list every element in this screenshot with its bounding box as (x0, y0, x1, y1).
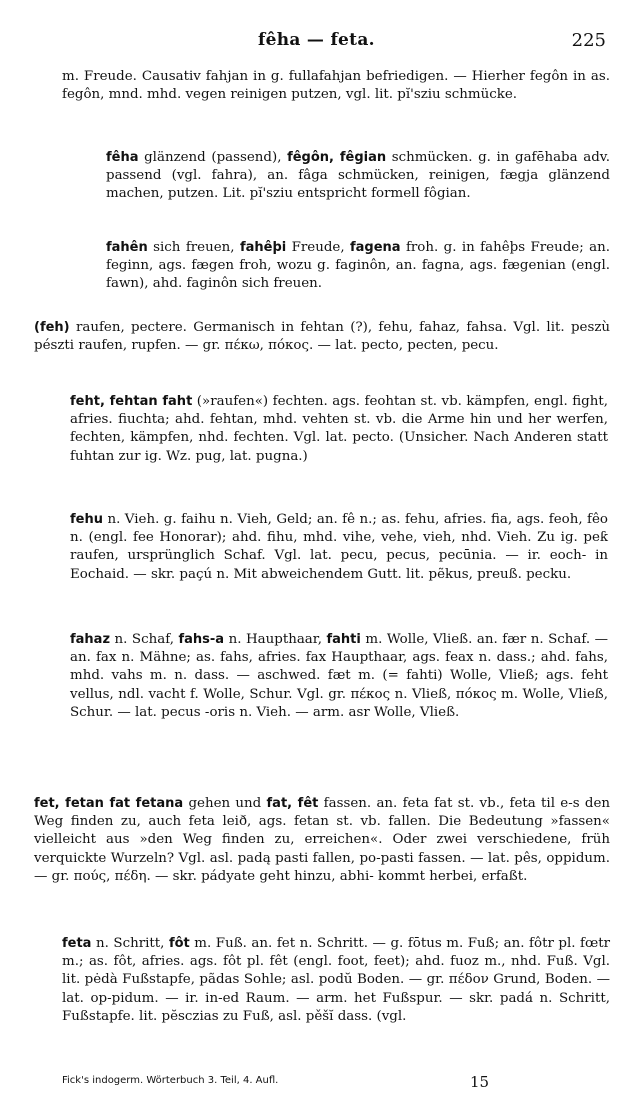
headword: (feh) (34, 320, 70, 335)
headword: fêha (106, 150, 139, 165)
entry-text: fassen. an. feta fat st. vb., feta til e-s den Weg finden zu, auch feta leið, ags. fetan st. vb. fallen. Die Bedeutung »fassen« vielleicht aus »den Weg finden zu, erreichen«. Oder zwei verschiedene, früh verquickte Wurzeln? Vgl. asl. padą pasti fallen, po-pasti fassen. — lat. pês, oppidum. — gr. πούς, πέδη. — skr. pádyate geht hinzu, abhi- kommt herbei, erfaßt. (34, 796, 611, 884)
entry-fahen (106, 239, 610, 313)
entry-feht (70, 393, 608, 505)
running-header (0, 30, 625, 54)
entry-feta (62, 935, 610, 1067)
entry-text: raufen, pectere. Germanisch in fehtan (?), fehu, fahaz, fahsa. Vgl. lit. peszù pészti raufen, rupfen. — gr. πέκω, πόκος. — lat. pecto, pecten, pecu. (34, 320, 610, 354)
page-footer (62, 1073, 582, 1093)
entry-text: sich freuen, (147, 240, 240, 255)
signature-mark: 15 (470, 1073, 490, 1091)
headword: fahaz (70, 632, 111, 647)
headword: fagena (349, 240, 401, 255)
entry-text: schmücken. g. in gafēhaba adv. passend (vgl. fahra), an. fâga schmücken, reinigen, fægja glänzend machen, putzen. Lit. pĭ'sziu entspricht formell fôgian. (106, 150, 610, 202)
entry-text: m. Wolle, Vließ. an. fær n. Schaf. — an. fax n. Mähne; as. fahs, afries. fax Haupthaar, ags. feax n. dass.; ahd. fahs, mhd. vahs m. n. dass. — aschwed. fæt m. (= fahti) Wolle, Vließ; ags. feht vellus, ndl. vacht f. Wolle, Schur. Vgl. gr. πέκος n. Vließ, πόκος m. Wolle, Vließ, Schur. — lat. pecus -oris n. Vieh. — arm. asr Wolle, Vließ. (70, 632, 609, 720)
entry-text: n. Haupthaar, (224, 632, 327, 647)
headword: fahêþi (239, 240, 287, 255)
entry-fahaz (70, 631, 608, 781)
headword: fahs-a (178, 632, 225, 647)
entry-text: m. Freude. Causativ fahjan in g. fullafahjan befriedigen. — Hierher fegôn in as. fegôn, mnd. mhd. vegen reinigen putzen, vgl. lit. pĭ'sziu schmücke. (62, 69, 610, 103)
entry-text: n. Schritt, (91, 936, 169, 951)
entry-fahjan-continuation (62, 68, 610, 124)
headword: fat, fêt (266, 796, 319, 811)
headword: fôt (168, 936, 190, 951)
entry-text: glänzend (passend), (138, 150, 288, 165)
entry-text: m. Fuß. an. fet n. Schritt. — g. fōtus m. Fuß; an. fôtr pl. fœtr m.; as. fôt, afries. ags. fôt pl. fêt (engl. foot, feet); ahd. fuoz m., nhd. Fuß. Vgl. lit. pėdà Fußstapfe, pãdas Sohle; asl. podŭ Boden. — gr. πέδον Grund, Boden. — lat. op-pidum. — ir. in-ed Raum. — arm. het Fußspur. — skr. padá n. Schritt, Fußstapfe. lit. pĕsczias zu Fuß, asl. pěšĭ dass. (vgl. (62, 936, 610, 1024)
entry-text: n. Schaf, (110, 632, 179, 647)
headword: feta (62, 936, 92, 951)
entry-text: n. Vieh. g. faihu n. Vieh, Geld; an. fê n.; as. fehu, afries. fia, ags. feoh, fêo n. (engl. fee Honorar); ahd. fihu, mhd. vihe, vehe, vieh, nhd. Vieh. Zu ig. peƙ raufen, ursprünglich Schaf. Vgl. lat. pecu, pecus, pecūnia. — ir. eoch- in Eochaid. — skr. paçú n. Mit abweichendem Gutt. lit. pẽkus, preuß. pecku. (70, 512, 608, 582)
headword: fêgôn, fêgian (287, 150, 387, 165)
entry-feha (106, 149, 610, 223)
headword: fahên (106, 240, 148, 255)
page-number: 225 (571, 30, 606, 51)
headword: fehu (70, 512, 103, 527)
source-line: Fick's indogerm. Wörterbuch 3. Teil, 4. Aufl. (62, 1075, 279, 1086)
entry-fet (34, 795, 610, 925)
headword: fahti (326, 632, 361, 647)
entry-text: froh. g. in fahêþs Freude; an. feginn, ags. fægen froh, wozu g. faginôn, an. fagna, ags. fægenian (engl. fawn), ahd. faginôn sich freuen. (106, 240, 610, 292)
entry-feh (34, 319, 610, 375)
entry-text: (»raufen«) fechten. ags. feohtan st. vb. kämpfen, engl. fight, afries. fiuchta; ahd. fehtan, mhd. vehten st. vb. die Arme hin und her werfen, fechten, kämpfen, nhd. fechten. Vgl. lat. pecto. (Unsicher. Nach Anderen statt fuhtan zur ig. Wz. pug, lat. pugna.) (70, 394, 608, 464)
entry-text: gehen und (183, 796, 267, 811)
entry-text: Freude, (286, 240, 350, 255)
headword: feht, fehtan faht (70, 394, 193, 409)
running-title: fêha — feta. (258, 30, 375, 50)
headword: fet, fetan fat fetana (34, 796, 184, 811)
entry-fehu (70, 511, 608, 623)
